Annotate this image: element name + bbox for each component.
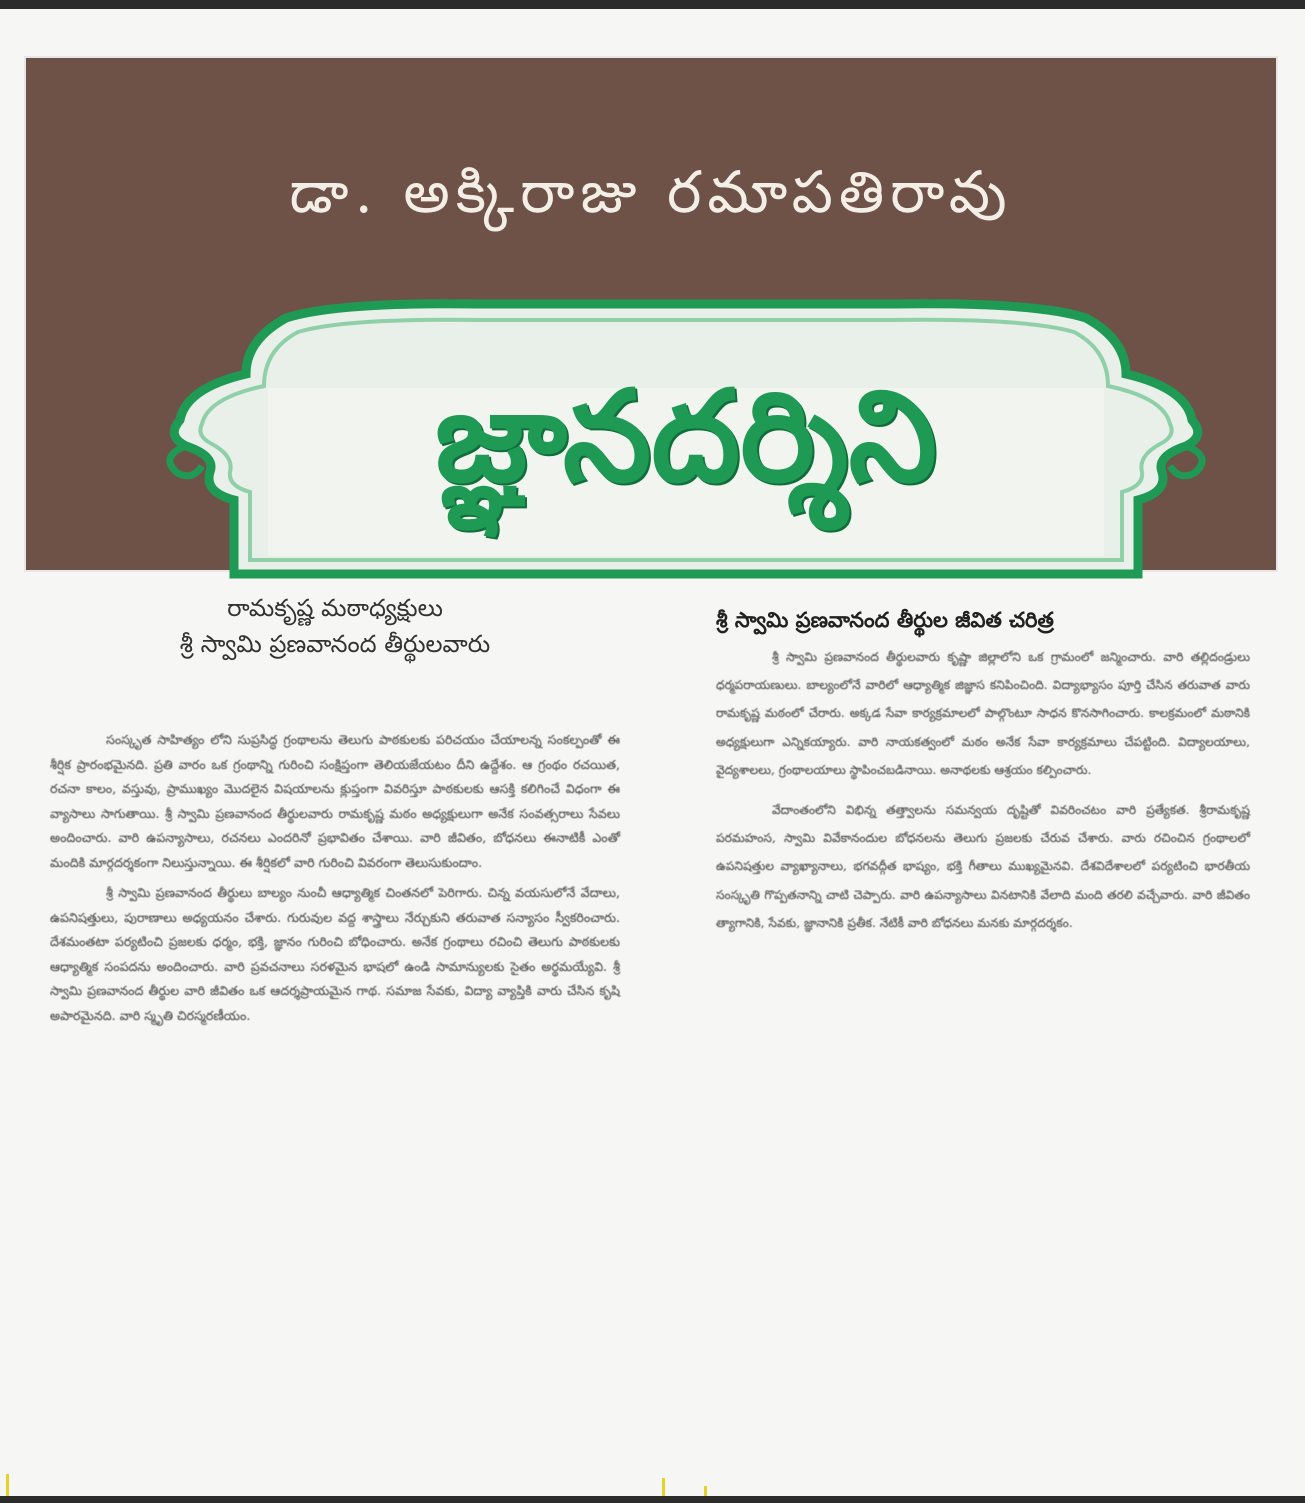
ornamental-title-frame — [146, 296, 1226, 582]
author-name: డా. అక్కిరాజు రమాపతిరావు — [289, 158, 1013, 226]
bottom-dark-bar — [0, 1496, 1305, 1503]
left-heading-line1: రామకృష్ణ మఠాధ్యక్షులు — [227, 594, 443, 622]
right-paragraph-2: వేదాంతంలోని విభిన్న తత్త్వాలను సమన్వయ దృష్టితో వివరించటం వారి ప్రత్యేకత. శ్రీరామకృష్ణ పరమహంస, స్వామి వివేకానందుల బోధనలను తెలుగు ప్రజలకు చేరువ చేశారు. వారు రచించిన గ్రంథాలలో ఉపనిషత్తుల వ్యాఖ్యానాలు, భగవద్గీత భాష్యం, భక్తి గీతాలు ముఖ్యమైనవి. దేశవిదేశాలలో పర్యటించి భారతీయ సంస్కృతి గొప్పతనాన్ని చాటి చెప్పారు. వారి ఉపన్యాసాలు వినటానికి వేలాది మంది తరలి వచ్చేవారు. వారి జీవితం త్యాగానికి, సేవకు, జ్ఞానానికి ప్రతీక. నేటికీ వారి బోధనలు మనకు మార్గదర్శకం. — [716, 803, 1250, 930]
yellow-margin-mark — [6, 1474, 9, 1496]
left-article-column — [50, 590, 620, 1028]
right-heading: శ్రీ స్వామి ప్రణవానంద తీర్థుల జీవిత చరిత్ర — [716, 607, 1054, 632]
top-dark-bar — [0, 0, 1305, 9]
yellow-margin-mark — [704, 1486, 707, 1496]
left-paragraph-2: శ్రీ స్వామి ప్రణవానంద తీర్థులు బాల్యం నుంచీ ఆధ్యాత్మిక చింతనలో పెరిగారు. చిన్న వయసులోనే వేదాలు, ఉపనిషత్తులు, పురాణాలు అధ్యయనం చేశారు. గురువుల వద్ద శాస్త్రాలు నేర్చుకుని తరువాత సన్యాసం స్వీకరించారు. దేశమంతటా పర్యటించి ప్రజలకు ధర్మం, భక్తి, జ్ఞానం గురించి బోధించారు. అనేక గ్రంథాలు రచించి తెలుగు పాఠకులకు ఆధ్యాత్మిక సంపదను అందించారు. వారి ప్రవచనాలు సరళమైన భాషలో ఉండి సామాన్యులకు సైతం అర్థమయ్యేవి. శ్రీ స్వామి ప్రణవానంద తీర్థుల వారి జీవితం ఒక ఆదర్శప్రాయమైన గాథ. సమాజ సేవకు, విద్యా వ్యాప్తికి వారు చేసిన కృషి అపారమైనది. వారి స్మృతి చిరస్మరణీయం. — [50, 885, 620, 1023]
magazine-title: జ్ఞానదర్శిని — [434, 363, 938, 510]
left-paragraph-1: సంస్కృత సాహిత్యం లోని సుప్రసిద్ధ గ్రంథాలను తెలుగు పాఠకులకు పరిచయం చేయాలన్న సంకల్పంతో ఈ శీర్షిక ప్రారంభమైనది. ప్రతి వారం ఒక గ్రంథాన్ని గురించి సంక్షిప్తంగా తెలియజేయటం దీని ఉద్దేశం. ఆ గ్రంథం రచయిత, రచనా కాలం, వస్తువు, ప్రాముఖ్యం మొదలైన విషయాలను క్లుప్తంగా వివరిస్తూ పాఠకులకు ఆసక్తి కలిగించే విధంగా ఈ వ్యాసాలు సాగుతాయి. శ్రీ స్వామి ప్రణవానంద తీర్థులవారు రామకృష్ణ మఠం అధ్యక్షులుగా అనేక సంవత్సరాలు సేవలు అందించారు. వారి ఉపన్యాసాలు, రచనలు ఎందరినో ప్రభావితం చేశాయి. వారి జీవితం, బోధనలు ఈనాటికీ ఎంతో మందికి మార్గదర్శకంగా నిలుస్తున్నాయి. ఈ శీర్షికలో వారి గురించి వివరంగా తెలుసుకుందాం. — [50, 732, 620, 870]
right-paragraph-1: శ్రీ స్వామి ప్రణవానంద తీర్థులవారు కృష్ణా జిల్లాలోని ఒక గ్రామంలో జన్మించారు. వారి తల్లిదండ్రులు ధర్మపరాయణులు. బాల్యంలోనే వారిలో ఆధ్యాత్మిక జిజ్ఞాస కనిపించింది. విద్యాభ్యాసం పూర్తి చేసిన తరువాత వారు రామకృష్ణ మఠంలో చేరారు. అక్కడ సేవా కార్యక్రమాలలో పాల్గొంటూ సాధన కొనసాగించారు. కాలక్రమంలో మఠానికి అధ్యక్షులుగా ఎన్నికయ్యారు. వారి నాయకత్వంలో మఠం అనేక సేవా కార్యక్రమాలు చేపట్టింది. విద్యాలయాలు, వైద్యశాలలు, గ్రంథాలయాలు స్థాపించబడినాయి. అనాథలకు ఆశ్రయం కల్పించారు. — [716, 650, 1250, 777]
right-article-column — [716, 605, 1250, 937]
yellow-margin-mark — [662, 1478, 665, 1496]
left-heading-line2: శ్రీ స్వామి ప్రణవానంద తీర్థులవారు — [179, 630, 491, 658]
title-banner — [24, 56, 1278, 572]
